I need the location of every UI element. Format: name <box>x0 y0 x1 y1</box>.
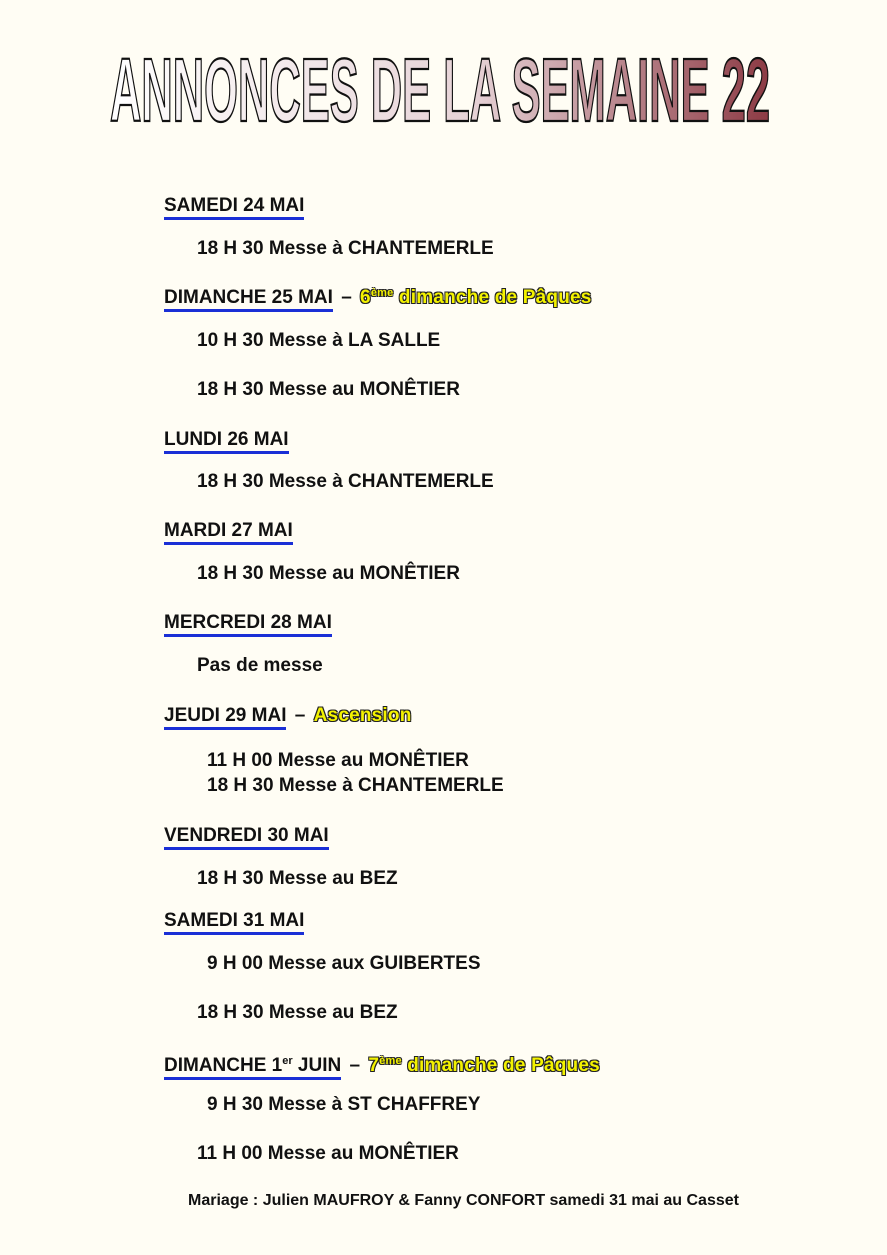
feast-label: 7ème dimanche de Pâques <box>368 1055 600 1076</box>
day-dash: – <box>294 705 306 726</box>
day-label: SAMEDI 31 MAI <box>164 911 304 935</box>
mass-item: 18 H 30 Messe au BEZ <box>197 1002 398 1023</box>
feast-label: Ascension <box>313 705 412 726</box>
day-heading <box>164 520 293 545</box>
day-heading <box>164 910 304 935</box>
day-label: DIMANCHE 1er JUIN <box>164 1051 341 1080</box>
day-dash: – <box>341 287 352 308</box>
day-label: MERCREDI 28 MAI <box>164 613 332 637</box>
mass-item: 18 H 30 Messe au BEZ <box>197 868 398 889</box>
mass-item: 18 H 30 Messe au MONÊTIER <box>197 563 460 584</box>
title-text: ANNONCES DE LA SEMAINE 22 <box>109 39 770 141</box>
day-label: LUNDI 26 MAI <box>164 430 289 454</box>
mass-item: 18 H 30 Messe à CHANTEMERLE <box>207 775 504 796</box>
mass-item: 11 H 00 Messe au MONÊTIER <box>207 750 469 771</box>
day-label: VENDREDI 30 MAI <box>164 826 329 850</box>
mass-item: 18 H 30 Messe à CHANTEMERLE <box>197 238 494 259</box>
day-label: JEUDI 29 MAI <box>164 706 286 730</box>
day-dash: – <box>349 1055 361 1076</box>
mass-item: Pas de messe <box>197 655 323 676</box>
day-heading <box>164 195 304 220</box>
day-heading <box>164 287 592 312</box>
mass-item: 18 H 30 Messe au MONÊTIER <box>197 379 460 400</box>
mass-item: 18 H 30 Messe à CHANTEMERLE <box>197 471 494 492</box>
day-heading <box>164 612 332 637</box>
wedding-note: Mariage : Julien MAUFROY & Fanny CONFORT samedi 31 mai au Casset <box>188 1192 739 1209</box>
day-heading <box>164 1051 600 1080</box>
day-label: DIMANCHE 25 MAI <box>164 288 333 312</box>
day-heading <box>164 825 329 850</box>
day-heading <box>164 429 289 454</box>
day-heading <box>164 705 412 730</box>
mass-item: 10 H 30 Messe à LA SALLE <box>197 330 441 351</box>
mass-item: 9 H 30 Messe à ST CHAFFREY <box>207 1094 481 1115</box>
mass-item: 9 H 00 Messe aux GUIBERTES <box>207 953 481 974</box>
feast-label: 6ème dimanche de Pâques <box>360 287 592 308</box>
day-label: SAMEDI 24 MAI <box>164 196 304 220</box>
day-label: MARDI 27 MAI <box>164 521 293 545</box>
mass-item: 11 H 00 Messe au MONÊTIER <box>197 1143 459 1164</box>
